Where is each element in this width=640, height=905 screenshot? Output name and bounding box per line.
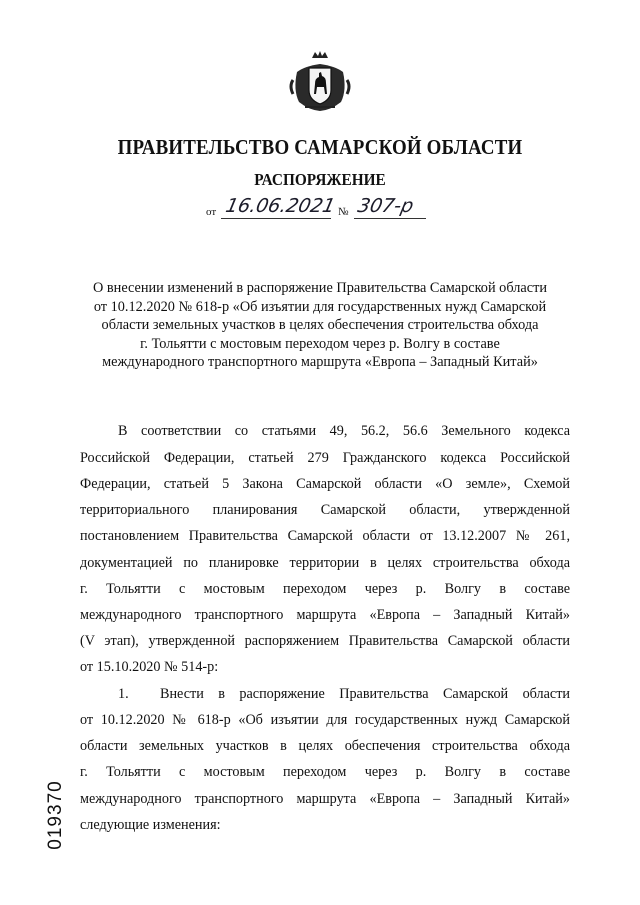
date-underline — [221, 218, 331, 219]
subject-line: г. Тольятти с мостовым переходом через р. Волгу в составе — [140, 335, 500, 352]
body-line: г. Тольятти с мостовым переходом через р. Волгу в составе — [80, 764, 570, 780]
document-subject — [60, 279, 580, 372]
date-number-line — [206, 197, 436, 223]
coat-of-arms-icon — [285, 50, 355, 112]
body-line: следующие изменения: — [80, 817, 221, 833]
subject-line: области земельных участков в целях обеспечения строительства обхода — [101, 317, 539, 333]
item-number: 1. — [118, 686, 129, 702]
body-line: В соответствии со статьями 49, 56.2, 56.6 Земельного кодекса — [118, 423, 570, 439]
body-line: территориального планирования Самарской области, утвержденной — [80, 502, 570, 518]
body-line: от 15.10.2020 № 514-р: — [80, 659, 219, 675]
body-line: Внести в распоряжение Правительства Самарской области — [160, 686, 570, 702]
body-line: области земельных участков в целях обеспечения строительства обхода — [80, 738, 570, 754]
date-from-label: от — [206, 206, 217, 218]
body-line: Федерации, статьей 5 Закона Самарской области «О земле», Схемой — [80, 476, 570, 492]
document-type: РАСПОРЯЖЕНИЕ — [254, 170, 386, 189]
body-line: г. Тольятти с мостовым переходом через р. Волгу в составе — [80, 581, 570, 597]
number-underline — [354, 218, 426, 219]
serial-number-text: 019370 — [45, 780, 66, 850]
body-line: документацией по планировке территории в целях строительства обхода — [80, 555, 570, 571]
body-line: (V этап), утвержденной распоряжением Правительства Самарской области — [80, 633, 570, 649]
body-line: международного транспортного маршрута «Европа – Западный Китай» — [80, 791, 570, 807]
margin-serial-number — [43, 772, 71, 862]
number-label: № — [338, 206, 349, 218]
government-title: ПРАВИТЕЛЬСТВО САМАРСКОЙ ОБЛАСТИ — [117, 135, 523, 159]
subject-line: от 10.12.2020 № 618-р «Об изъятии для государственных нужд Самарской — [93, 298, 547, 315]
body-line: международного транспортного маршрута «Европа – Западный Китай» — [80, 607, 570, 623]
body-line: от 10.12.2020 № 618-р «Об изъятии для государственных нужд Самарской — [80, 712, 570, 728]
document-date: 16.06.2021 — [223, 195, 338, 217]
body-line: Российской Федерации, статьей 279 Гражданского кодекса Российской — [80, 450, 570, 466]
document-number: 307-р — [355, 195, 416, 217]
subject-line: международного транспортного маршрута «Европа – Западный Китай» — [102, 354, 538, 370]
subject-line: О внесении изменений в распоряжение Правительства Самарской области — [93, 280, 547, 296]
body-line: постановлением Правительства Самарской области от 13.12.2007 № 261, — [80, 528, 570, 544]
